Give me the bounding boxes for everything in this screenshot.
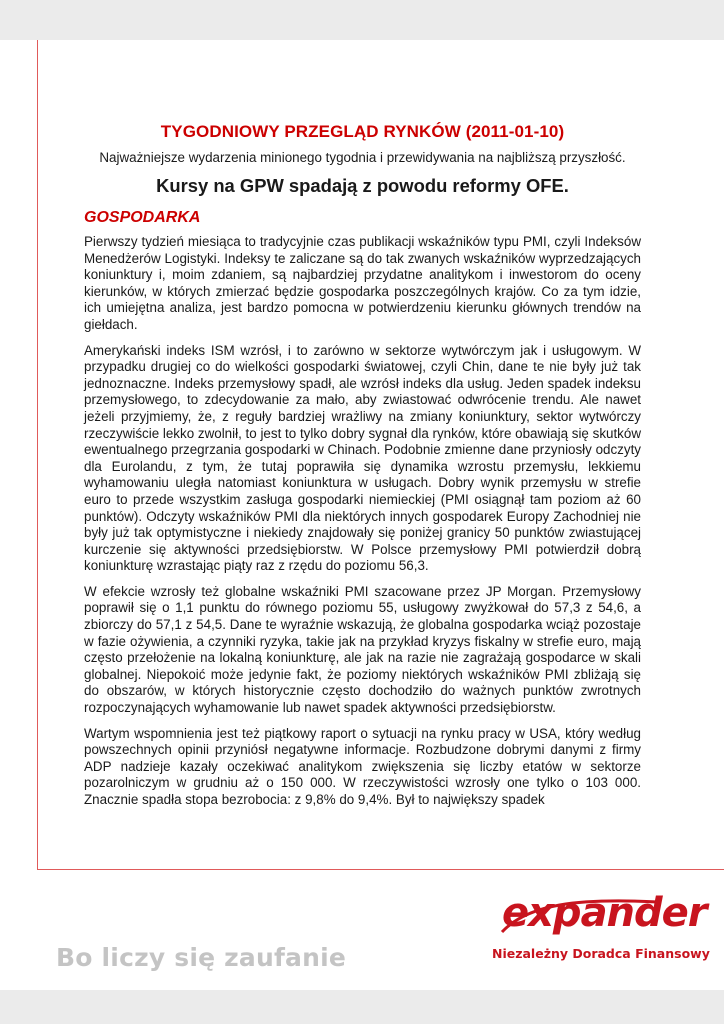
report-subtitle: Najważniejsze wydarzenia minionego tygodnia i przewidywania na najbliższą przyszłość. bbox=[99, 150, 626, 165]
footer-rule bbox=[37, 869, 724, 870]
report-title: TYGODNIOWY PRZEGLĄD RYNKÓW (2011-01-10) bbox=[160, 122, 565, 141]
report-headline: Kursy na GPW spadają z powodu reformy OFE. bbox=[156, 175, 569, 196]
left-margin-rule bbox=[37, 40, 38, 870]
report-body bbox=[84, 122, 641, 818]
paragraph: Wartym wspomnienia jest też piątkowy raport o sytuacji na rynku pracy w USA, który według powszechnych opinii przyniósł negatywne informacje. Rozbudzone dobrymi danymi z firmy ADP nadzieje kazały oczekiwać analitykom zwiększenia się liczby etatów w sektorze pozarolniczym w grudniu aż o 150 000. W rzeczywistości wzrosły one tylko o 103 000. Znacznie spadła stopa bezrobocia: z 9,8% do 9,4%. Był to największy spadek bbox=[84, 725, 641, 807]
paragraph: Amerykański indeks ISM wzrósł, i to zarówno w sektorze wytwórczym jak i usługowym. W przypadku drugiej co do wielkości gospodarki światowej, czyli Chin, dane te nie były już tak jednoznaczne. Indeks przemysłowy spadł, ale wzrósł indeks dla usług. Jeden spadek indeksu przemysłowego, to zdecydowanie za mało, aby zwiastować odwrócenie trendu. Ale nawet jeżeli przyjmiemy, że, z reguły bardziej wrażliwy na zmiany koniunktury, sektor wytwórczy rzeczywiście lekko zwolnił, to jest to tylko dobry sygnał dla rynków, które obawiają się skutków ewentualnego przegrzania gospodarki w Chinach. Podobnie zmienne dane przyniosły odczyty dla Eurolandu, z tym, że tutaj poprawiła się dynamika wzrostu przemysłu, lekkiemu wyhamowaniu uległa natomiast koniunktura w usługach. Dobry wynik przemysłu w strefie euro to przede wszystkim zasługa gospodarki niemieckiej (PMI osiągnął tam poziom aż 60 punktów). Odczyty wskaźników PMI dla niektórych innych gospodarek Europy Zachodniej nie były już tak optymistyczne i niekiedy znajdowały się poniżej granicy 50 punktów zwiastującej kurczenie się aktywności przedsiębiorstw. W Polsce przemysłowy PMI potwierdził dobrą koniunkturę wzrastając piąty raz z rzędu do poziomu 56,3. bbox=[84, 342, 641, 574]
paragraph: Pierwszy tydzień miesiąca to tradycyjnie czas publikacji wskaźników typu PMI, czyli Indeksów Menedżerów Logistyki. Indeksy te zaliczane są do tak zwanych wskaźników wyprzedzających koniunktury i, moim zdaniem, są najbardziej przydatne analitykom i inwestorom do oceny kierunków, w których zmierzać będzie gospodarka poszczególnych krajów. Co za tym idzie, ich umiejętna analiza, jest bardzo pomocna w potwierdzeniu kierunku głównych trendów na giełdach. bbox=[84, 234, 641, 332]
section-heading: GOSPODARKA bbox=[84, 209, 201, 226]
logo-tagline: Niezależny Doradca Finansowy bbox=[492, 946, 710, 961]
expander-logo bbox=[492, 890, 710, 970]
logo-wordmark: expander bbox=[502, 890, 707, 936]
paragraph: W efekcie wzrosły też globalne wskaźniki PMI szacowane przez JP Morgan. Przemysłowy poprawił się o 1,1 punktu do równego poziomu 55, usługowy zwyżkował do 57,3 z 54,6, a zbiorczy do 57,1 z 54,5. Dane te wyraźnie wskazują, że globalna gospodarka wciąż pozostaje w fazie ożywienia, a czynniki ryzyka, takie jak na przykład kryzys fiskalny w strefie euro, mają często przełożenie na lokalną koniunkturę, ale jak na razie nie zagrażają gospodarce w skali globalnej. Niepokoić może jedynie fakt, że poziomy niektórych wskaźników PMI zbliżają się do obszarów, w których historycznie często dochodziło do ważnych punktów zwrotnych rozpoczynających wyhamowanie lub nawet spadek aktywności przedsiębiorstw. bbox=[84, 583, 641, 716]
footer-slogan: Bo liczy się zaufanie bbox=[56, 943, 347, 972]
